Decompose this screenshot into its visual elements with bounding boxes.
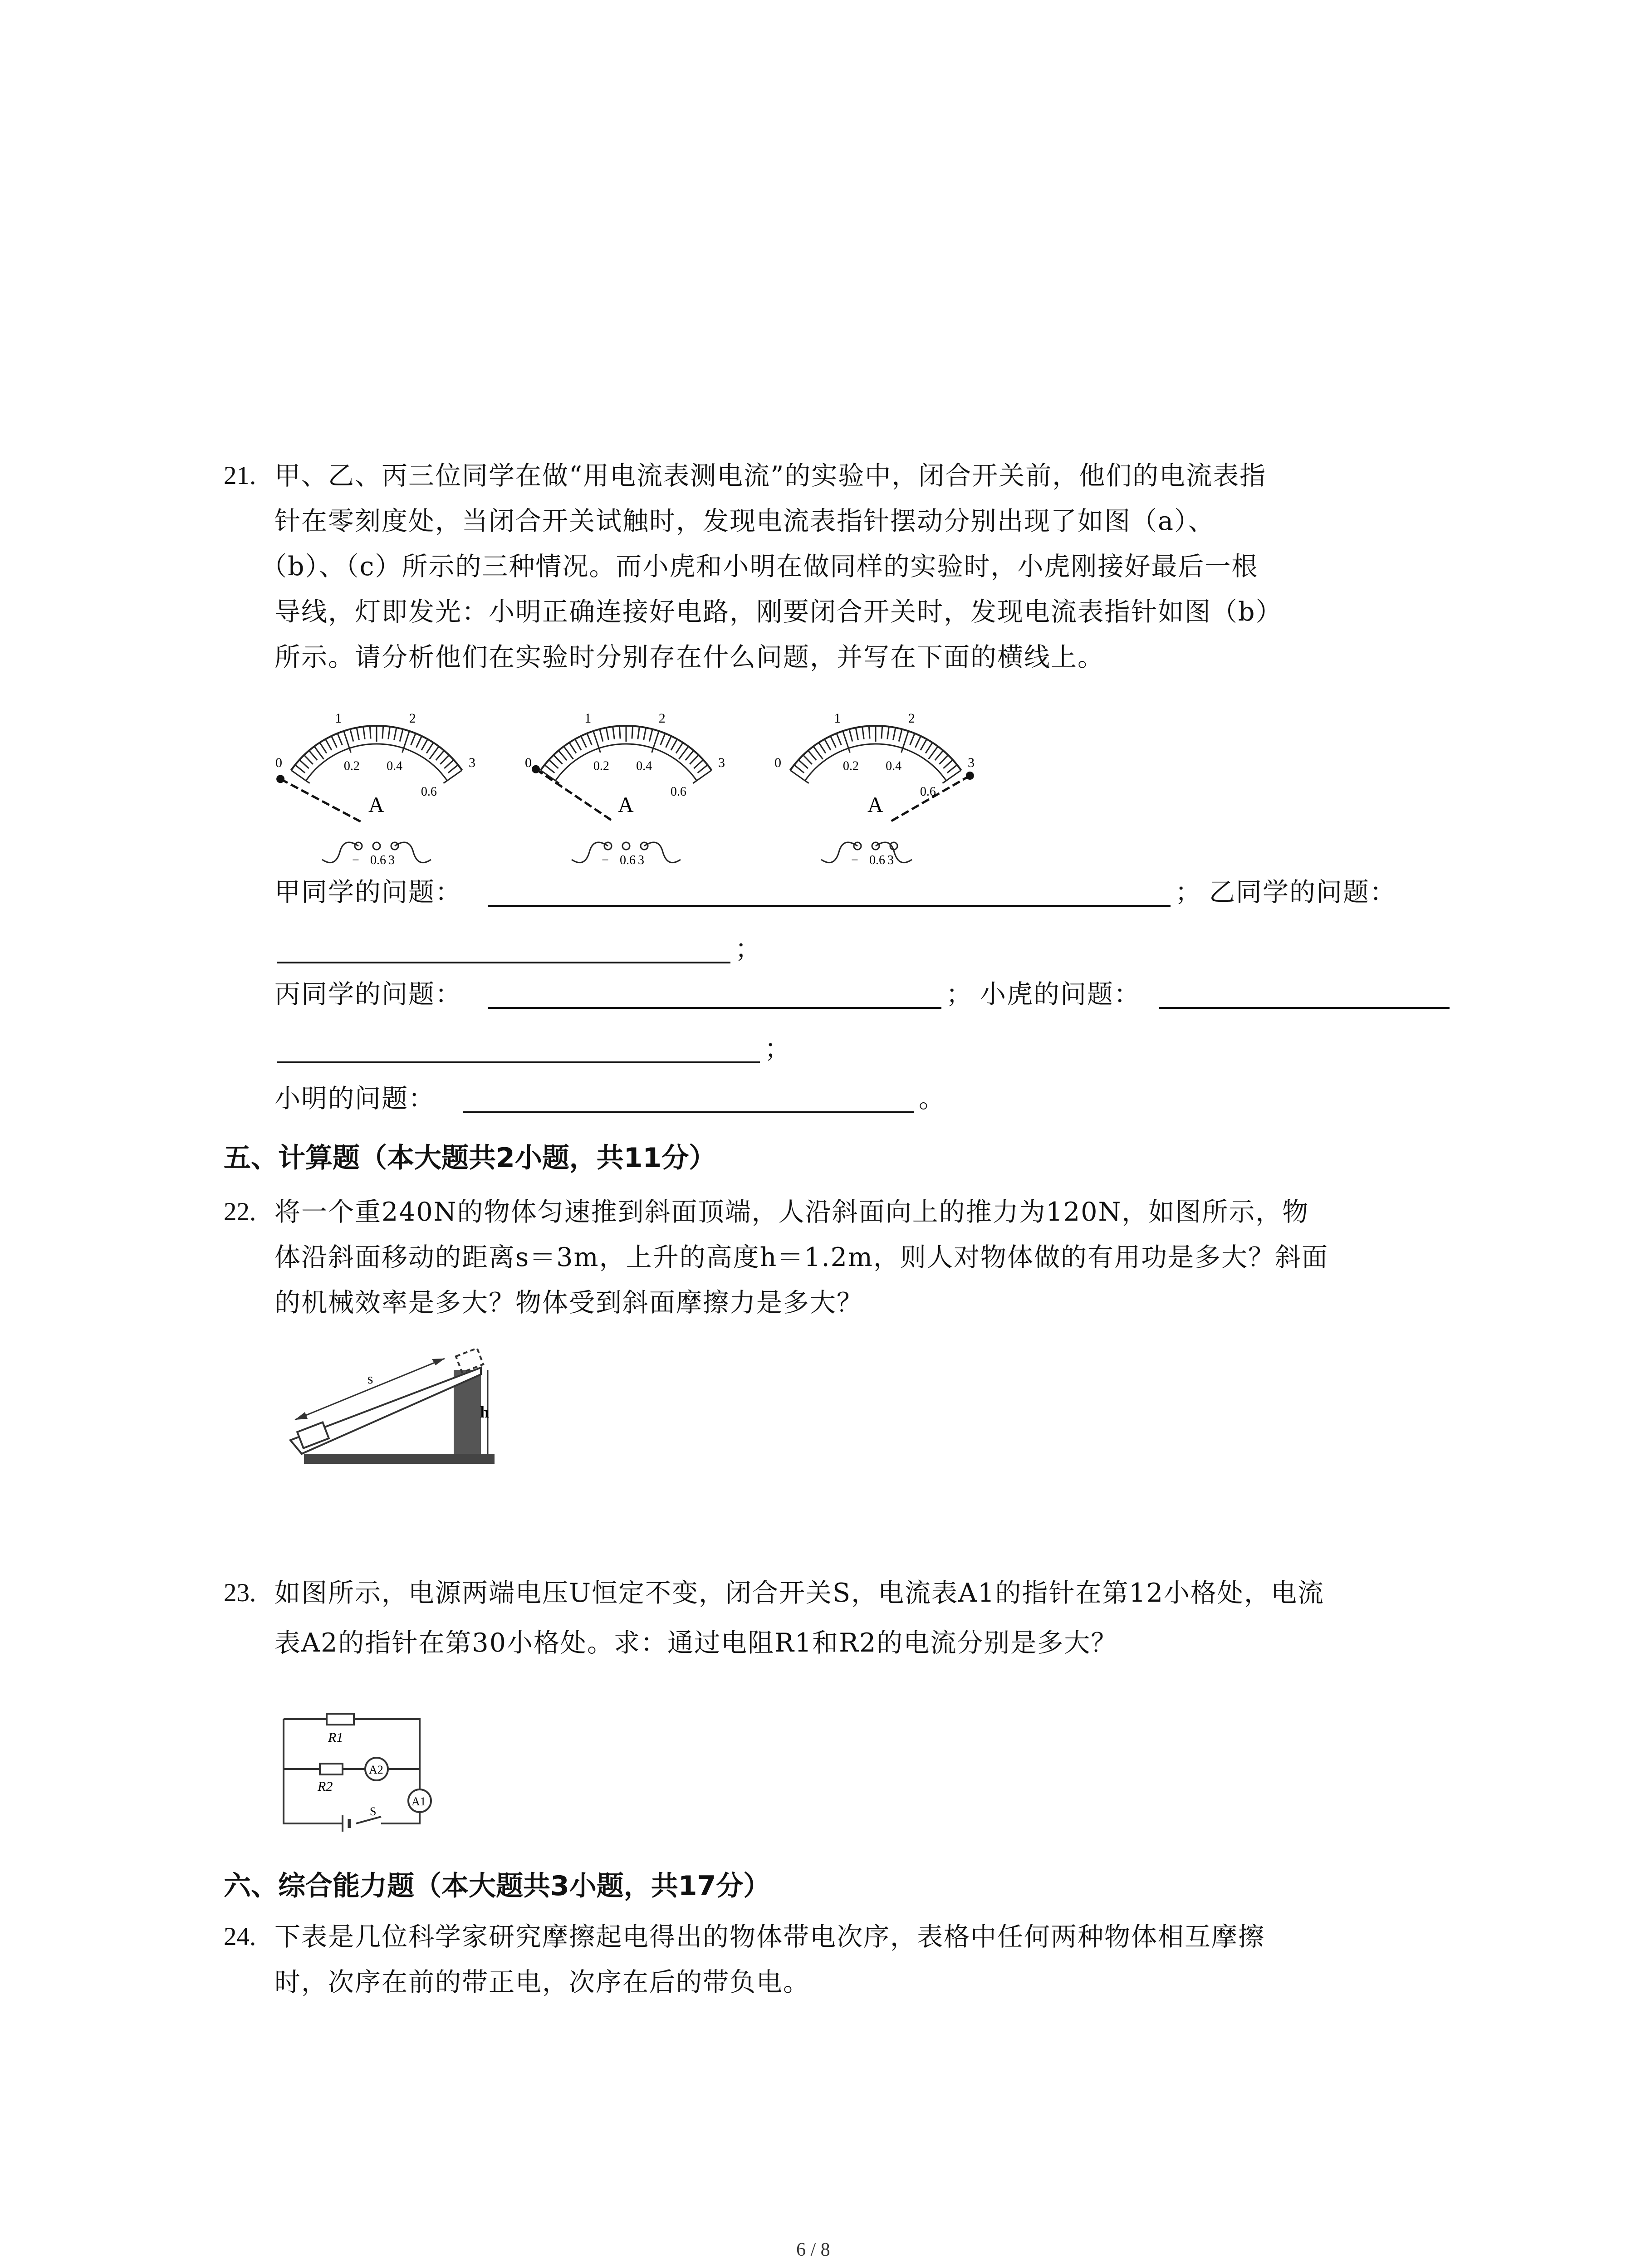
q21-line-1: 甲、乙、丙三位同学在做“用电流表测电流”的实验中，闭合开关前，他们的电流表指	[274, 461, 1267, 491]
meter-terminal-label: −	[851, 853, 858, 867]
meter-needle-tip	[966, 772, 974, 780]
meter-tick	[291, 770, 310, 783]
switch-blade	[356, 1817, 381, 1823]
section-6-heading: 六、综合能力题（本大题共3小题，共17分）	[224, 1870, 771, 1902]
meter-tick	[928, 747, 938, 759]
meter-tick	[943, 760, 953, 768]
meter-tick	[790, 770, 809, 783]
meter-tick	[575, 739, 581, 750]
meter-tick	[440, 755, 449, 764]
circuit-figure	[279, 1710, 442, 1842]
q23-line-1: 如图所示，电源两端电压U恒定不变，闭合开关S，电流表A1的指针在第12小格处，电流	[274, 1578, 1325, 1608]
meter-tick	[939, 755, 948, 764]
meter-small-label: 0.6	[920, 784, 936, 799]
q21-line-5: 所示。请分析他们在实验时分别存在什么问题，并写在下面的横线上。	[274, 642, 1104, 672]
meter-tick-label: 2	[409, 711, 416, 726]
meter-small-label: 0.2	[843, 759, 859, 773]
meter-tick	[299, 760, 309, 768]
meter-small-label: 0.2	[593, 759, 609, 773]
s-label: s	[367, 1370, 373, 1387]
meter-tick	[581, 736, 586, 748]
meter-tick	[382, 726, 383, 738]
q23-number: 23.	[224, 1579, 256, 1607]
meter-tick	[400, 729, 403, 741]
meter-tick	[679, 747, 688, 759]
meter-tick	[794, 765, 804, 772]
xiaohu-answer-blank-2[interactable]	[277, 1061, 760, 1063]
meter-tick	[798, 760, 808, 768]
meter-arc-inner	[555, 744, 696, 781]
meter-tick	[320, 743, 327, 753]
h-label: h	[480, 1403, 490, 1421]
r1-label: R1	[328, 1730, 343, 1745]
meter-tick	[915, 736, 921, 748]
meter-tick	[671, 739, 677, 750]
q24-line-1: 下表是几位科学家研究摩擦起电得出的物体带电次序，表格中任何两种物体相互摩擦	[274, 1922, 1265, 1952]
jia-answer-blank[interactable]	[488, 905, 1171, 907]
meter-terminal-label: 0.6	[620, 853, 636, 867]
meter-wire-right	[644, 842, 681, 863]
meter-tick	[830, 736, 836, 748]
xiaohu-answer-blank[interactable]	[1159, 1007, 1450, 1009]
meter-tick	[350, 729, 353, 741]
q24-number: 24.	[224, 1922, 256, 1951]
meter-tick-label: 1	[834, 711, 841, 726]
meter-tick	[429, 747, 439, 759]
meter-tick-label: 3	[468, 755, 475, 770]
yi-label: 乙同学的问题：	[1209, 877, 1396, 907]
q22-number: 22.	[224, 1198, 256, 1226]
r1-resistor	[327, 1714, 354, 1725]
meter-small-label: 0.2	[343, 759, 360, 773]
meter-terminal	[622, 842, 630, 850]
meter-tick-label: 3	[718, 755, 725, 770]
meter-needle	[536, 769, 611, 820]
q21-number: 21.	[224, 461, 256, 490]
meter-tick	[921, 739, 927, 750]
meter-tick	[564, 747, 573, 759]
meter-tick	[554, 755, 562, 764]
meter-tick-label: 0	[525, 755, 532, 770]
meter-tick	[649, 729, 652, 741]
meter-tick-label: 1	[335, 711, 342, 726]
xiaoming-answer-blank[interactable]	[463, 1111, 914, 1113]
meter-tick-label: 2	[658, 711, 666, 726]
meter-tick	[661, 733, 665, 745]
q22-line-1: 将一个重240N的物体匀速推到斜面顶端，人沿斜面向上的推力为120N，如图所示，物	[274, 1197, 1309, 1227]
xiaohu-label: 小虎的问题：	[980, 979, 1141, 1009]
meter-tick	[549, 760, 558, 768]
period: 。	[919, 1084, 945, 1114]
bing-answer-blank[interactable]	[488, 1007, 941, 1009]
meter-tick	[619, 726, 620, 738]
q22-line-3: 的机械效率是多大？物体受到斜面摩擦力是多大？	[274, 1288, 863, 1318]
meter-tick	[444, 760, 454, 768]
meter-tick	[926, 743, 932, 753]
q21-line-2: 针在零刻度处，当闭合开关试触时，发现电流表指针摆动分别出现了如图（a）、	[274, 506, 1215, 536]
meter-tick	[856, 728, 858, 740]
meter-terminal-label: 3	[638, 853, 644, 867]
meter-tick	[587, 733, 592, 745]
meter-tick	[893, 728, 896, 740]
ammeter-figures	[272, 680, 1043, 871]
meter-tick	[694, 760, 703, 768]
meter-small-label: 0.6	[670, 784, 686, 799]
bing-label: 丙同学的问题：	[274, 979, 462, 1009]
meter-terminal-label: −	[602, 853, 609, 867]
meter-tick	[331, 736, 337, 748]
meter-tick-label: 0	[774, 755, 782, 770]
meter-tick	[803, 755, 812, 764]
meter-small-label: 0.4	[636, 759, 652, 773]
meter-tick	[295, 765, 305, 772]
semicolon-1: ；	[1175, 877, 1201, 907]
meter-terminal	[373, 842, 380, 850]
meter-tick	[325, 739, 332, 750]
q21-line-4: 导线，灯即发光：小明正确连接好电路，刚要闭合开关时，发现电流表指针如图（b）	[274, 597, 1283, 627]
meter-tick	[690, 755, 698, 764]
xiaoming-label: 小明的问题：	[274, 1084, 435, 1114]
meter-tick	[910, 733, 915, 745]
meter-tick	[632, 726, 633, 738]
meter-tick	[304, 755, 313, 764]
meter-terminal-label: 3	[388, 853, 395, 867]
meter-small-label: 0.4	[886, 759, 902, 773]
semicolon-4: ；	[764, 1034, 790, 1064]
meter-tick	[544, 765, 554, 772]
meter-needle-tip	[532, 765, 540, 773]
meter-tick	[357, 728, 359, 740]
meter-terminal-label: 0.6	[869, 853, 885, 867]
meter-tick	[443, 770, 462, 783]
meter-tick	[338, 733, 342, 745]
a1-label: A1	[411, 1795, 426, 1808]
meter-tick	[370, 726, 371, 738]
meter-tick	[819, 743, 826, 753]
meter-tick	[363, 727, 365, 739]
a2-label: A2	[369, 1763, 383, 1776]
incline-figure	[281, 1329, 499, 1474]
meter-tick	[666, 736, 671, 748]
meter-tick	[676, 743, 683, 753]
meter-tick	[314, 747, 324, 759]
wire-top	[284, 1719, 420, 1789]
meter-tick	[436, 751, 444, 760]
meter-unit: A	[618, 793, 634, 817]
meter-tick	[693, 770, 711, 783]
yi-answer-blank[interactable]	[277, 962, 730, 963]
meter-small-label: 0.6	[421, 784, 437, 799]
q21-line-3: （b）、（c）所示的三种情况。而小虎和小明在做同样的实验时，小虎刚接好最后一根	[261, 552, 1259, 582]
meter-tick-label: 0	[275, 755, 283, 770]
q22-line-2: 体沿斜面移动的距离s＝3m，上升的高度h＝1.2m，则人对物体做的有用功是多大？斜面	[274, 1242, 1328, 1272]
meter-tick	[862, 727, 864, 739]
meter-wire-right	[395, 842, 431, 863]
meter-tick	[421, 739, 428, 750]
section-5-heading: 五、计算题（本大题共2小题，共11分）	[224, 1142, 716, 1174]
meter-tick	[613, 727, 615, 739]
semicolon-3: ；	[946, 979, 972, 1009]
meter-tick	[686, 751, 694, 760]
meter-tick	[824, 739, 831, 750]
switch-label: S	[370, 1805, 377, 1818]
q23-line-2: 表A2的指针在第30小格处。求：通过电阻R1和R2的电流分别是多大？	[274, 1628, 1118, 1658]
meter-small-label: 0.4	[387, 759, 403, 773]
meter-tick	[569, 743, 576, 753]
meter-tick	[388, 727, 390, 739]
meter-tick	[416, 736, 421, 748]
r2-label: R2	[318, 1779, 333, 1794]
meter-tick	[644, 728, 646, 740]
meter-terminal-label: −	[352, 853, 359, 867]
meter-arc-inner	[306, 744, 447, 781]
page-number: 6 / 8	[796, 2239, 830, 2260]
meter-unit: A	[368, 793, 384, 817]
meter-unit: A	[867, 793, 883, 817]
meter-tick	[558, 751, 567, 760]
meter-tick-label: 1	[584, 711, 592, 726]
meter-tick	[947, 765, 957, 772]
jia-label: 甲同学的问题：	[274, 877, 462, 907]
meter-tick	[899, 729, 902, 741]
meter-arc-inner	[805, 744, 946, 781]
meter-tick	[935, 751, 943, 760]
meter-tick	[887, 727, 889, 739]
meter-needle-tip	[276, 775, 284, 783]
meter-tick	[541, 770, 559, 783]
meter-tick	[813, 747, 823, 759]
meter-needle	[280, 779, 361, 821]
meter-tick	[869, 726, 870, 738]
meter-terminal-label: 3	[887, 853, 894, 867]
meter-tick	[837, 733, 841, 745]
semicolon-2: ；	[735, 934, 761, 964]
meter-tick	[606, 728, 608, 740]
meter-tick	[448, 765, 458, 772]
meter-tick	[849, 729, 852, 741]
meter-tick	[426, 743, 433, 753]
meter-tick	[394, 728, 397, 740]
q24-line-2: 时，次序在前的带正电，次序在后的带负电。	[274, 1967, 810, 1997]
meter-tick-label: 2	[908, 711, 915, 726]
meter-tick-label: 3	[967, 755, 975, 770]
meter-tick	[411, 733, 416, 745]
meter-tick	[638, 727, 640, 739]
r2-resistor	[320, 1764, 343, 1774]
meter-tick	[808, 751, 816, 760]
meter-terminal-label: 0.6	[370, 853, 386, 867]
meter-tick	[600, 729, 603, 741]
incline-base	[304, 1454, 495, 1464]
meter-tick	[698, 765, 708, 772]
meter-tick	[309, 751, 317, 760]
